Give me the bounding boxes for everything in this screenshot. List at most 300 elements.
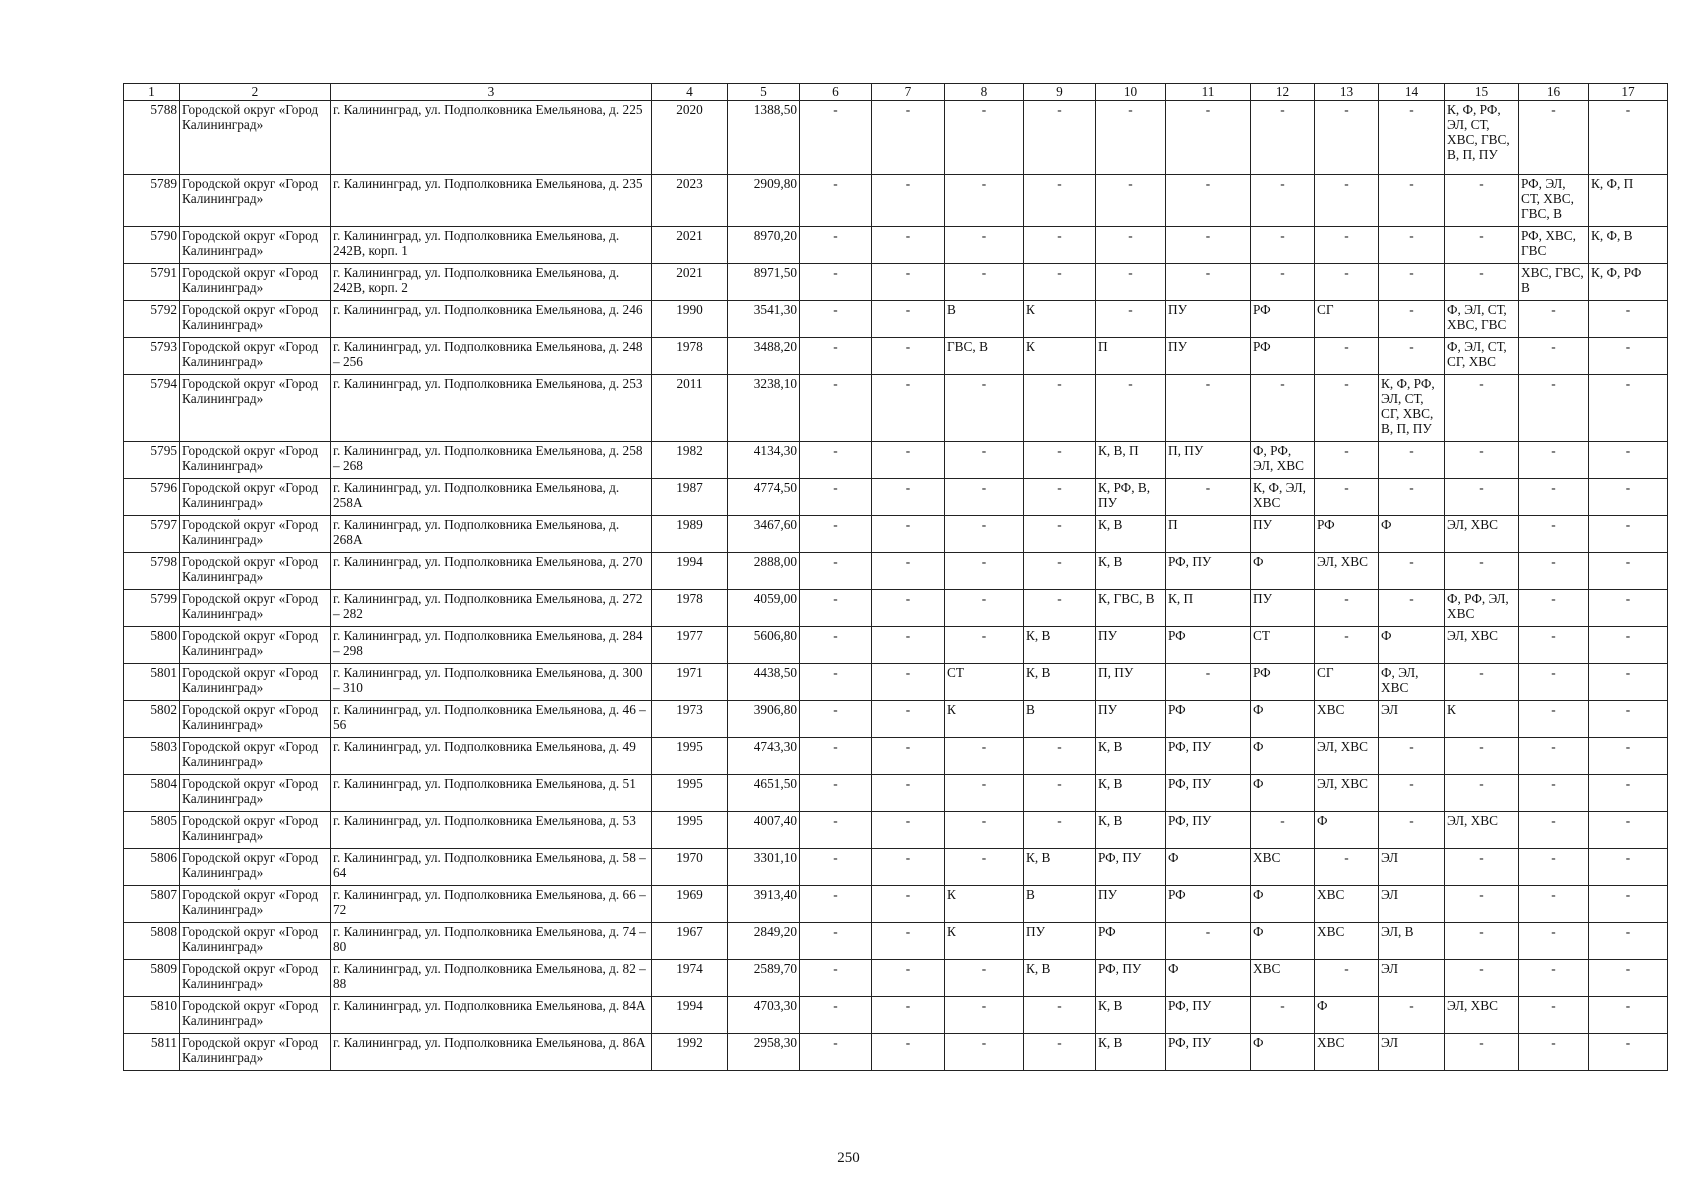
cell-col-15: - <box>1445 960 1519 997</box>
cell-col-15: - <box>1445 375 1519 442</box>
cell-col-17: - <box>1589 1034 1668 1071</box>
cell-col-11: РФ, ПУ <box>1166 997 1251 1034</box>
cell-col-17: К, Ф, РФ <box>1589 264 1668 301</box>
table-row <box>124 590 1668 627</box>
cell-record-number: 5796 <box>124 479 180 516</box>
cell-col-9: К, В <box>1024 664 1096 701</box>
column-header: 4 <box>652 84 728 101</box>
cell-col-15: ЭЛ, ХВС <box>1445 812 1519 849</box>
table-body <box>124 101 1668 1071</box>
cell-year: 1970 <box>652 849 728 886</box>
cell-address: г. Калининград, ул. Подполковника Емельянова, д. 272 – 282 <box>331 590 652 627</box>
cell-municipality: Городской округ «Город Калининград» <box>180 960 331 997</box>
cell-col-8: - <box>945 227 1024 264</box>
cell-area: 4134,30 <box>728 442 800 479</box>
cell-area: 3541,30 <box>728 301 800 338</box>
cell-record-number: 5808 <box>124 923 180 960</box>
cell-year: 1969 <box>652 886 728 923</box>
cell-col-8: - <box>945 627 1024 664</box>
table-row <box>124 812 1668 849</box>
cell-col-12: Ф <box>1251 738 1315 775</box>
cell-col-11: РФ, ПУ <box>1166 553 1251 590</box>
table-row <box>124 442 1668 479</box>
cell-municipality: Городской округ «Город Калининград» <box>180 101 331 175</box>
cell-col-15: - <box>1445 553 1519 590</box>
cell-col-13: ХВС <box>1315 886 1379 923</box>
cell-col-11: РФ <box>1166 627 1251 664</box>
cell-year: 1967 <box>652 923 728 960</box>
cell-col-9: В <box>1024 886 1096 923</box>
cell-col-13: Ф <box>1315 997 1379 1034</box>
column-header: 13 <box>1315 84 1379 101</box>
cell-col-16: - <box>1519 101 1589 175</box>
cell-col-7: - <box>872 738 945 775</box>
cell-col-15: К <box>1445 701 1519 738</box>
table-row <box>124 738 1668 775</box>
cell-col-9: - <box>1024 738 1096 775</box>
cell-area: 3488,20 <box>728 338 800 375</box>
column-header: 3 <box>331 84 652 101</box>
cell-col-13: - <box>1315 338 1379 375</box>
cell-col-16: - <box>1519 627 1589 664</box>
cell-year: 2021 <box>652 264 728 301</box>
cell-col-9: - <box>1024 479 1096 516</box>
cell-record-number: 5791 <box>124 264 180 301</box>
cell-col-13: - <box>1315 627 1379 664</box>
cell-col-17: - <box>1589 960 1668 997</box>
cell-address: г. Калининград, ул. Подполковника Емельянова, д. 246 <box>331 301 652 338</box>
cell-col-16: - <box>1519 553 1589 590</box>
cell-col-14: ЭЛ <box>1379 1034 1445 1071</box>
cell-col-15: ЭЛ, ХВС <box>1445 997 1519 1034</box>
cell-address: г. Калининград, ул. Подполковника Емельянова, д. 242В, корп. 2 <box>331 264 652 301</box>
cell-col-16: ХВС, ГВС, В <box>1519 264 1589 301</box>
cell-record-number: 5793 <box>124 338 180 375</box>
cell-col-15: - <box>1445 1034 1519 1071</box>
cell-col-13: ЭЛ, ХВС <box>1315 738 1379 775</box>
cell-area: 3913,40 <box>728 886 800 923</box>
cell-col-10: П, ПУ <box>1096 664 1166 701</box>
cell-col-16: РФ, ХВС, ГВС <box>1519 227 1589 264</box>
cell-col-8: - <box>945 553 1024 590</box>
cell-col-17: - <box>1589 301 1668 338</box>
cell-col-9: - <box>1024 442 1096 479</box>
cell-municipality: Городской округ «Город Калининград» <box>180 1034 331 1071</box>
cell-col-10: К, В <box>1096 516 1166 553</box>
cell-record-number: 5801 <box>124 664 180 701</box>
cell-col-7: - <box>872 301 945 338</box>
cell-col-10: - <box>1096 264 1166 301</box>
cell-year: 1973 <box>652 701 728 738</box>
cell-col-12: - <box>1251 375 1315 442</box>
column-header: 5 <box>728 84 800 101</box>
cell-col-8: - <box>945 375 1024 442</box>
cell-col-10: К, В <box>1096 775 1166 812</box>
cell-col-10: К, ГВС, В <box>1096 590 1166 627</box>
housing-register-table <box>123 83 1668 1071</box>
cell-col-17: - <box>1589 338 1668 375</box>
cell-record-number: 5797 <box>124 516 180 553</box>
column-header: 14 <box>1379 84 1445 101</box>
cell-area: 1388,50 <box>728 101 800 175</box>
cell-record-number: 5795 <box>124 442 180 479</box>
cell-municipality: Городской округ «Город Калининград» <box>180 701 331 738</box>
cell-col-10: К, В <box>1096 553 1166 590</box>
cell-col-11: РФ, ПУ <box>1166 775 1251 812</box>
cell-col-17: - <box>1589 479 1668 516</box>
cell-col-11: ПУ <box>1166 301 1251 338</box>
cell-col-11: Ф <box>1166 849 1251 886</box>
cell-year: 2023 <box>652 175 728 227</box>
cell-col-13: СГ <box>1315 664 1379 701</box>
cell-col-9: ПУ <box>1024 923 1096 960</box>
cell-year: 1987 <box>652 479 728 516</box>
cell-address: г. Калининград, ул. Подполковника Емельянова, д. 284 – 298 <box>331 627 652 664</box>
cell-municipality: Городской округ «Город Калининград» <box>180 738 331 775</box>
cell-col-8: - <box>945 479 1024 516</box>
cell-municipality: Городской округ «Город Калининград» <box>180 227 331 264</box>
cell-col-14: ЭЛ <box>1379 849 1445 886</box>
cell-col-6: - <box>800 886 872 923</box>
cell-col-14: ЭЛ <box>1379 701 1445 738</box>
cell-col-17: - <box>1589 812 1668 849</box>
cell-col-11: РФ, ПУ <box>1166 1034 1251 1071</box>
cell-col-9: - <box>1024 227 1096 264</box>
cell-address: г. Калининград, ул. Подполковника Емельянова, д. 66 – 72 <box>331 886 652 923</box>
cell-col-16: - <box>1519 375 1589 442</box>
cell-year: 1989 <box>652 516 728 553</box>
cell-col-16: - <box>1519 997 1589 1034</box>
cell-municipality: Городской округ «Город Калининград» <box>180 338 331 375</box>
cell-col-7: - <box>872 923 945 960</box>
cell-address: г. Калининград, ул. Подполковника Емельянова, д. 51 <box>331 775 652 812</box>
column-header: 7 <box>872 84 945 101</box>
cell-col-8: - <box>945 101 1024 175</box>
cell-col-7: - <box>872 553 945 590</box>
cell-address: г. Калининград, ул. Подполковника Емельянова, д. 58 – 64 <box>331 849 652 886</box>
cell-municipality: Городской округ «Город Калининград» <box>180 590 331 627</box>
cell-address: г. Калининград, ул. Подполковника Емельянова, д. 268А <box>331 516 652 553</box>
cell-col-12: СТ <box>1251 627 1315 664</box>
cell-col-10: - <box>1096 301 1166 338</box>
cell-year: 1994 <box>652 553 728 590</box>
cell-col-13: ХВС <box>1315 923 1379 960</box>
cell-col-15: - <box>1445 849 1519 886</box>
cell-col-6: - <box>800 997 872 1034</box>
cell-col-14: Ф <box>1379 627 1445 664</box>
cell-year: 2021 <box>652 227 728 264</box>
cell-col-8: - <box>945 812 1024 849</box>
column-header: 16 <box>1519 84 1589 101</box>
cell-col-7: - <box>872 775 945 812</box>
cell-col-6: - <box>800 738 872 775</box>
cell-area: 4438,50 <box>728 664 800 701</box>
cell-municipality: Городской округ «Город Калининград» <box>180 849 331 886</box>
cell-col-9: К <box>1024 338 1096 375</box>
cell-col-10: К, В <box>1096 997 1166 1034</box>
cell-col-12: РФ <box>1251 664 1315 701</box>
cell-year: 2011 <box>652 375 728 442</box>
cell-address: г. Калининград, ул. Подполковника Емельянова, д. 225 <box>331 101 652 175</box>
cell-col-10: - <box>1096 227 1166 264</box>
cell-col-10: ПУ <box>1096 701 1166 738</box>
cell-col-10: ПУ <box>1096 886 1166 923</box>
cell-municipality: Городской округ «Город Калининград» <box>180 375 331 442</box>
cell-col-11: - <box>1166 175 1251 227</box>
cell-year: 1978 <box>652 590 728 627</box>
cell-col-9: - <box>1024 997 1096 1034</box>
cell-col-9: К, В <box>1024 849 1096 886</box>
cell-record-number: 5799 <box>124 590 180 627</box>
cell-record-number: 5804 <box>124 775 180 812</box>
cell-address: г. Калининград, ул. Подполковника Емельянова, д. 82 – 88 <box>331 960 652 997</box>
cell-area: 4743,30 <box>728 738 800 775</box>
cell-record-number: 5807 <box>124 886 180 923</box>
cell-col-11: - <box>1166 479 1251 516</box>
cell-col-17: - <box>1589 375 1668 442</box>
cell-municipality: Городской округ «Город Калининград» <box>180 175 331 227</box>
column-number-header-row <box>124 84 1668 101</box>
cell-col-6: - <box>800 101 872 175</box>
cell-col-15: Ф, ЭЛ, СТ, ХВС, ГВС <box>1445 301 1519 338</box>
cell-municipality: Городской округ «Город Калининград» <box>180 775 331 812</box>
cell-col-17: - <box>1589 849 1668 886</box>
cell-col-12: - <box>1251 812 1315 849</box>
cell-col-11: Ф <box>1166 960 1251 997</box>
cell-col-10: ПУ <box>1096 627 1166 664</box>
cell-col-7: - <box>872 886 945 923</box>
cell-col-16: - <box>1519 701 1589 738</box>
cell-col-14: - <box>1379 479 1445 516</box>
column-header: 2 <box>180 84 331 101</box>
cell-area: 4651,50 <box>728 775 800 812</box>
cell-col-9: - <box>1024 264 1096 301</box>
cell-col-14: Ф, ЭЛ, ХВС <box>1379 664 1445 701</box>
cell-address: г. Калининград, ул. Подполковника Емельянова, д. 258А <box>331 479 652 516</box>
column-header: 6 <box>800 84 872 101</box>
cell-col-9: - <box>1024 1034 1096 1071</box>
cell-col-11: П, ПУ <box>1166 442 1251 479</box>
cell-col-16: - <box>1519 923 1589 960</box>
cell-col-7: - <box>872 479 945 516</box>
cell-col-17: К, Ф, П <box>1589 175 1668 227</box>
cell-col-15: Ф, ЭЛ, СТ, СГ, ХВС <box>1445 338 1519 375</box>
cell-col-15: - <box>1445 738 1519 775</box>
cell-col-10: - <box>1096 375 1166 442</box>
table-row <box>124 701 1668 738</box>
cell-col-16: РФ, ЭЛ, СТ, ХВС, ГВС, В <box>1519 175 1589 227</box>
cell-col-12: ПУ <box>1251 516 1315 553</box>
cell-area: 8971,50 <box>728 264 800 301</box>
cell-col-10: К, В <box>1096 812 1166 849</box>
cell-col-10: РФ, ПУ <box>1096 960 1166 997</box>
cell-col-6: - <box>800 812 872 849</box>
cell-col-12: Ф <box>1251 886 1315 923</box>
cell-col-12: Ф <box>1251 553 1315 590</box>
cell-col-8: К <box>945 701 1024 738</box>
cell-col-17: - <box>1589 886 1668 923</box>
cell-col-6: - <box>800 301 872 338</box>
cell-col-12: Ф <box>1251 775 1315 812</box>
cell-col-9: - <box>1024 590 1096 627</box>
cell-col-9: - <box>1024 775 1096 812</box>
cell-col-11: РФ, ПУ <box>1166 812 1251 849</box>
cell-col-11: РФ, ПУ <box>1166 738 1251 775</box>
table-row <box>124 1034 1668 1071</box>
table-row <box>124 101 1668 175</box>
table-row <box>124 960 1668 997</box>
cell-col-12: ПУ <box>1251 590 1315 627</box>
cell-col-6: - <box>800 1034 872 1071</box>
cell-col-13: СГ <box>1315 301 1379 338</box>
table-row <box>124 301 1668 338</box>
cell-col-15: - <box>1445 442 1519 479</box>
cell-col-8: - <box>945 264 1024 301</box>
cell-col-17: К, Ф, В <box>1589 227 1668 264</box>
cell-col-6: - <box>800 664 872 701</box>
cell-col-7: - <box>872 1034 945 1071</box>
cell-col-14: ЭЛ <box>1379 960 1445 997</box>
cell-col-13: - <box>1315 264 1379 301</box>
cell-year: 1994 <box>652 997 728 1034</box>
cell-col-13: - <box>1315 101 1379 175</box>
cell-address: г. Калининград, ул. Подполковника Емельянова, д. 258 – 268 <box>331 442 652 479</box>
cell-area: 4703,30 <box>728 997 800 1034</box>
cell-area: 2888,00 <box>728 553 800 590</box>
cell-address: г. Калининград, ул. Подполковника Емельянова, д. 49 <box>331 738 652 775</box>
cell-area: 5606,80 <box>728 627 800 664</box>
cell-municipality: Городской округ «Город Калининград» <box>180 301 331 338</box>
cell-col-13: - <box>1315 375 1379 442</box>
cell-year: 1995 <box>652 738 728 775</box>
cell-col-8: - <box>945 960 1024 997</box>
cell-col-6: - <box>800 442 872 479</box>
cell-col-7: - <box>872 375 945 442</box>
cell-col-6: - <box>800 264 872 301</box>
cell-col-11: - <box>1166 227 1251 264</box>
cell-col-8: - <box>945 1034 1024 1071</box>
cell-col-9: - <box>1024 812 1096 849</box>
cell-col-10: РФ, ПУ <box>1096 849 1166 886</box>
cell-area: 2589,70 <box>728 960 800 997</box>
cell-col-10: - <box>1096 101 1166 175</box>
cell-area: 3467,60 <box>728 516 800 553</box>
cell-col-7: - <box>872 627 945 664</box>
cell-col-12: РФ <box>1251 301 1315 338</box>
table-row <box>124 375 1668 442</box>
cell-col-11: - <box>1166 375 1251 442</box>
cell-col-13: - <box>1315 960 1379 997</box>
cell-col-7: - <box>872 175 945 227</box>
cell-col-17: - <box>1589 590 1668 627</box>
cell-municipality: Городской округ «Город Калининград» <box>180 553 331 590</box>
cell-col-15: - <box>1445 886 1519 923</box>
cell-col-7: - <box>872 664 945 701</box>
cell-col-12: РФ <box>1251 338 1315 375</box>
cell-col-6: - <box>800 479 872 516</box>
cell-municipality: Городской округ «Город Калининград» <box>180 264 331 301</box>
cell-col-7: - <box>872 227 945 264</box>
cell-col-9: К, В <box>1024 960 1096 997</box>
cell-area: 4774,50 <box>728 479 800 516</box>
cell-col-11: П <box>1166 516 1251 553</box>
cell-col-16: - <box>1519 338 1589 375</box>
cell-col-15: - <box>1445 923 1519 960</box>
cell-address: г. Калининград, ул. Подполковника Емельянова, д. 248 – 256 <box>331 338 652 375</box>
cell-record-number: 5805 <box>124 812 180 849</box>
cell-col-10: РФ <box>1096 923 1166 960</box>
table-row <box>124 849 1668 886</box>
cell-col-14: - <box>1379 812 1445 849</box>
table-row <box>124 664 1668 701</box>
cell-col-7: - <box>872 442 945 479</box>
cell-col-14: ЭЛ <box>1379 886 1445 923</box>
cell-col-6: - <box>800 553 872 590</box>
cell-col-15: - <box>1445 664 1519 701</box>
table-row <box>124 886 1668 923</box>
table-row <box>124 264 1668 301</box>
cell-col-12: К, Ф, ЭЛ, ХВС <box>1251 479 1315 516</box>
table-row <box>124 923 1668 960</box>
column-header: 11 <box>1166 84 1251 101</box>
cell-col-13: Ф <box>1315 812 1379 849</box>
cell-col-7: - <box>872 960 945 997</box>
cell-area: 2958,30 <box>728 1034 800 1071</box>
cell-record-number: 5806 <box>124 849 180 886</box>
cell-col-15: К, Ф, РФ, ЭЛ, СТ, ХВС, ГВС, В, П, ПУ <box>1445 101 1519 175</box>
table-row <box>124 775 1668 812</box>
cell-col-17: - <box>1589 701 1668 738</box>
cell-municipality: Городской округ «Город Калининград» <box>180 812 331 849</box>
cell-year: 1974 <box>652 960 728 997</box>
cell-col-8: ГВС, В <box>945 338 1024 375</box>
cell-col-9: - <box>1024 101 1096 175</box>
cell-col-13: ЭЛ, ХВС <box>1315 553 1379 590</box>
cell-year: 1995 <box>652 812 728 849</box>
cell-col-12: - <box>1251 227 1315 264</box>
cell-col-9: - <box>1024 553 1096 590</box>
cell-col-17: - <box>1589 442 1668 479</box>
cell-record-number: 5810 <box>124 997 180 1034</box>
cell-col-8: - <box>945 516 1024 553</box>
cell-col-8: - <box>945 997 1024 1034</box>
cell-col-11: ПУ <box>1166 338 1251 375</box>
cell-col-14: - <box>1379 997 1445 1034</box>
cell-address: г. Калининград, ул. Подполковника Емельянова, д. 86А <box>331 1034 652 1071</box>
cell-col-8: - <box>945 738 1024 775</box>
cell-col-16: - <box>1519 664 1589 701</box>
cell-col-17: - <box>1589 553 1668 590</box>
cell-col-17: - <box>1589 923 1668 960</box>
cell-col-12: - <box>1251 101 1315 175</box>
table-row <box>124 627 1668 664</box>
cell-col-14: - <box>1379 553 1445 590</box>
cell-col-6: - <box>800 849 872 886</box>
cell-col-11: К, П <box>1166 590 1251 627</box>
cell-address: г. Калининград, ул. Подполковника Емельянова, д. 74 – 80 <box>331 923 652 960</box>
cell-address: г. Калининград, ул. Подполковника Емельянова, д. 53 <box>331 812 652 849</box>
cell-year: 1978 <box>652 338 728 375</box>
cell-col-16: - <box>1519 775 1589 812</box>
cell-col-14: ЭЛ, В <box>1379 923 1445 960</box>
cell-col-17: - <box>1589 997 1668 1034</box>
cell-col-12: Ф <box>1251 1034 1315 1071</box>
column-header: 9 <box>1024 84 1096 101</box>
cell-col-11: - <box>1166 264 1251 301</box>
cell-area: 4007,40 <box>728 812 800 849</box>
cell-col-16: - <box>1519 812 1589 849</box>
cell-col-8: В <box>945 301 1024 338</box>
